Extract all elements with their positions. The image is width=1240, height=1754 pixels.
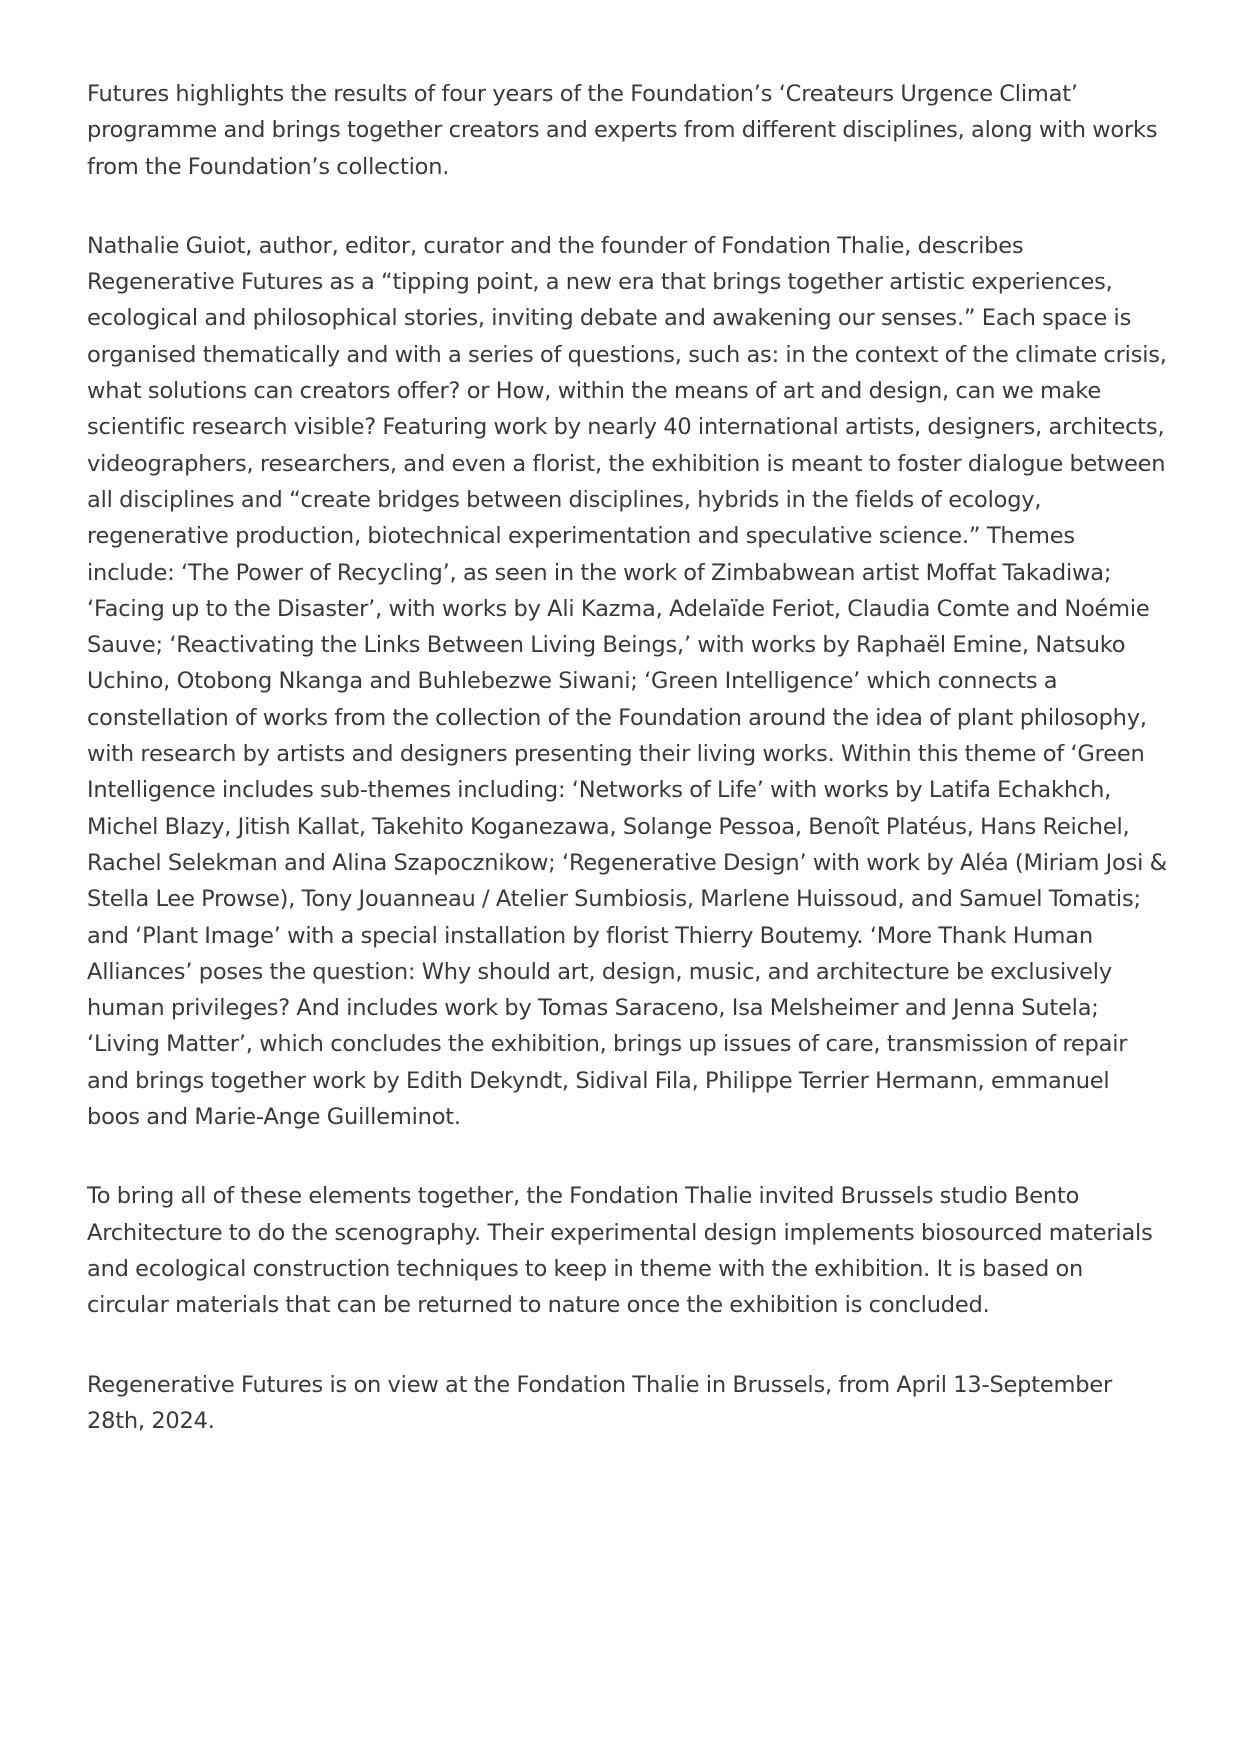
paragraph-intro: Futures highlights the results of four years of the Foundation’s ‘Createurs Urgence Climat’ programme and brings together creators and experts from different disciplines, along with works from the Foundation’s collection.: [87, 81, 1158, 180]
paragraph-themes: Nathalie Guiot, author, editor, curator and the founder of Fondation Thalie, describes Regenerative Futures as a “tipping point, a new era that brings together artistic experiences, ecological and philosophical stories, inviting debate and awakening our senses.” Each space is organised thematically and with a series of questions, such as: in the context of the climate crisis, what solutions can creators offer? or How, within the means of art and design, can we make scientific research visible? Featuring work by nearly 40 international artists, designers, architects, videographers, researchers, and even a florist, the exhibition is meant to foster dialogue between all disciplines and “create bridges between disciplines, hybrids in the fields of ecology, regenerative production, biotechnical experimentation and speculative science.” Themes include: ‘The Power of Recycling’, as seen in the work of Zimbabwean artist Moffat Takadiwa; ‘Facing up to the Disaster’, with works by Ali Kazma, Adelaïde Feriot, Claudia Comte and Noémie Sauve; ‘Reactivating the Links Between Living Beings,’ with works by Raphaël Emine, Natsuko Uchino, Otobong Nkanga and Buhlebezwe Siwani; ‘Green Intelligence’ which connects a constellation of works from the collection of the Foundation around the idea of plant philosophy, with research by artists and designers presenting their living works. Within this theme of ‘Green Intelligence includes sub-themes including: ‘Networks of Life’ with works by Latifa Echakhch, Michel Blazy, Jitish Kallat, Takehito Koganezawa, Solange Pessoa, Benoît Platéus, Hans Reichel, Rachel Selekman and Alina Szapocznikow; ‘Regenerative Design’ with work by Aléa (Miriam Josi & Stella Lee Prowse), Tony Jouanneau / Atelier Sumbiosis, Marlene Huissoud, and Samuel Tomatis; and ‘Plant Image’ with a special installation by florist Thierry Boutemy. ‘More Thank Human Alliances’ poses the question: Why should art, design, music, and architecture be exclusively human privileges? And includes work by Tomas Saraceno, Isa Melsheimer and Jenna Sutela; ‘Living Matter’, which concludes the exhibition, brings up issues of care, transmission of repair and brings together work by Edith Dekyndt, Sidival Fila, Philippe Terrier Hermann, emmanuel boos and Marie-Ange Guilleminot.: [87, 232, 1167, 1131]
article-body: [87, 76, 1167, 1482]
paragraph-scenography: To bring all of these elements together, the Fondation Thalie invited Brussels studio Bento Architecture to do the scenography. Their experimental design implements biosourced materials and ecological construction techniques to keep in theme with the exhibition. It is based on circular materials that can be returned to nature once the exhibition is concluded.: [87, 1183, 1153, 1319]
paragraph-dates: Regenerative Futures is on view at the Fondation Thalie in Brussels, from April 13-September 28th, 2024.: [87, 1371, 1113, 1434]
